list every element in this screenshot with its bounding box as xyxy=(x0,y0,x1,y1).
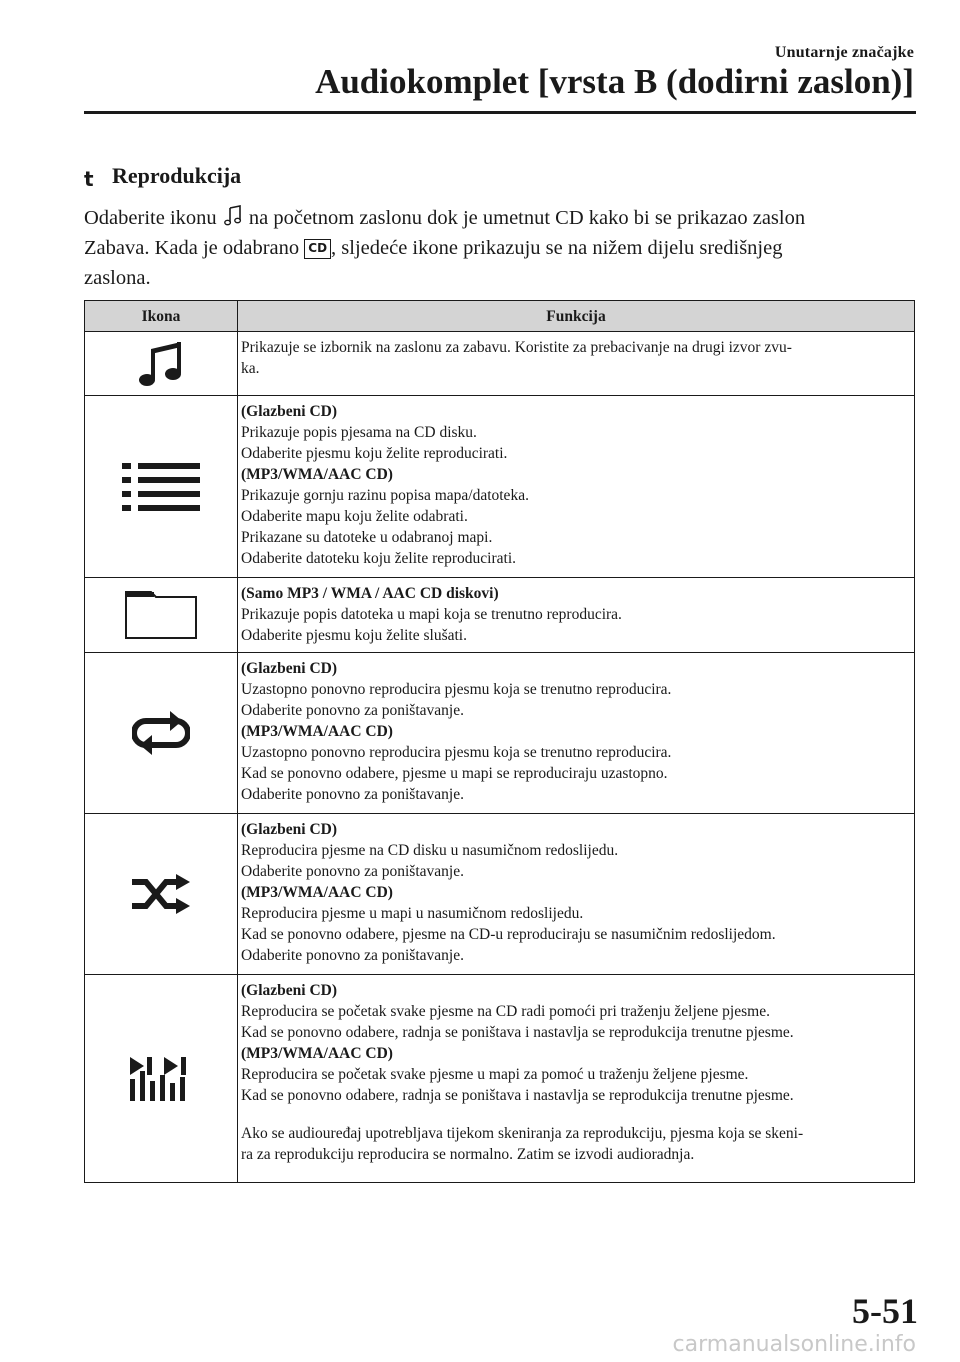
function-text: Odaberite pjesmu koju želite reproducirati. xyxy=(241,445,508,462)
icon-cell xyxy=(85,653,238,814)
function-text: Reproducira se početak svake pjesme na CD radi pomoći pri traženju željene pjesme. xyxy=(241,1003,770,1020)
table-row xyxy=(85,396,915,578)
section-marker: t xyxy=(84,167,94,191)
media-type-heading: (Samo MP3 / WMA / AAC CD diskovi) xyxy=(241,585,499,602)
intro-paragraph xyxy=(84,203,884,293)
media-type-heading: (MP3/WMA/AAC CD) xyxy=(241,884,393,901)
function-text: Uzastopno ponovno reproducira pjesmu koja se trenutno reproducira. xyxy=(241,744,672,761)
section-title: Reprodukcija xyxy=(112,163,242,188)
function-text: Odaberite mapu koju želite odabrati. xyxy=(241,508,468,525)
table-header-row xyxy=(85,301,915,332)
media-type-heading: (MP3/WMA/AAC CD) xyxy=(241,723,393,740)
function-text: Reproducira pjesme na CD disku u nasumičnom redoslijedu. xyxy=(241,842,619,859)
function-cell xyxy=(238,396,915,578)
cd-icon: CD xyxy=(304,239,331,259)
intro-text-1b: na početnom zaslonu dok je umetnut CD kako bi se prikazao zaslon xyxy=(248,207,806,229)
function-text: Prikazuje se izbornik na zaslonu za zabavu. Koristite za prebacivanje na drugi izvor zvu- xyxy=(241,339,792,356)
function-text: Reproducira pjesme u mapi u nasumičnom redoslijedu. xyxy=(241,905,584,922)
table-row xyxy=(85,814,915,975)
function-cell xyxy=(238,578,915,653)
function-cell xyxy=(238,332,915,396)
function-text: Prikazuje gornju razinu popisa mapa/datoteka. xyxy=(241,487,529,504)
function-cell xyxy=(238,653,915,814)
function-text: Uzastopno ponovno reproducira pjesmu koja se trenutno reproducira. xyxy=(241,681,672,698)
function-text: Reproducira se početak svake pjesme u mapi za pomoć u traženju željene pjesme. xyxy=(241,1066,749,1083)
page-number: 5-51 xyxy=(852,1291,918,1331)
media-type-heading: (MP3/WMA/AAC CD) xyxy=(241,466,393,483)
function-text: Kad se ponovno odabere, radnja se poništava i nastavlja se reprodukcija trenutne pjesme. xyxy=(241,1087,794,1104)
header-divider xyxy=(84,111,916,114)
note-text: Ako se audiouređaj upotrebljava tijekom skeniranja za reprodukciju, pjesma koja se skeni- xyxy=(241,1125,804,1142)
watermark: carmanualsonline.info xyxy=(672,1332,916,1357)
table-row xyxy=(85,578,915,653)
icon-cell xyxy=(85,814,238,975)
repeat-icon xyxy=(132,711,190,755)
intro-text-1a: Odaberite ikonu xyxy=(84,207,217,229)
function-text: Kad se ponovno odabere, pjesme na CD-u reproduciraju se nasumičnim redoslijedom. xyxy=(241,926,776,943)
list-icon xyxy=(122,463,200,511)
function-text: Odaberite datoteku koju želite reproducirati. xyxy=(241,550,517,567)
media-type-heading: (MP3/WMA/AAC CD) xyxy=(241,1045,393,1062)
column-header-icon: Ikona xyxy=(85,301,238,332)
function-text: Odaberite pjesmu koju želite slušati. xyxy=(241,627,467,644)
shuffle-icon xyxy=(130,874,192,914)
function-text: Odaberite ponovno za poništavanje. xyxy=(241,947,464,964)
function-text: Odaberite ponovno za poništavanje. xyxy=(241,786,464,803)
media-type-heading: (Glazbeni CD) xyxy=(241,982,338,999)
icon-cell xyxy=(85,975,238,1183)
function-text: Odaberite ponovno za poništavanje. xyxy=(241,702,464,719)
intro-text-2b: , sljedeće ikone prikazuju se na nižem dijelu središnjeg xyxy=(331,237,783,259)
scan-icon xyxy=(130,1057,192,1101)
function-table xyxy=(84,300,915,1183)
function-text: Kad se ponovno odabere, radnja se poništava i nastavlja se reprodukcija trenutne pjesme. xyxy=(241,1024,794,1041)
function-text: Kad se ponovno odabere, pjesme u mapi se reproduciraju uzastopno. xyxy=(241,765,668,782)
icon-cell xyxy=(85,396,238,578)
function-cell xyxy=(238,975,915,1183)
function-text: Prikazane su datoteke u odabranoj mapi. xyxy=(241,529,493,546)
function-text: Prikazuje popis datoteka u mapi koja se trenutno reproducira. xyxy=(241,606,622,623)
icon-cell xyxy=(85,578,238,653)
music-note-icon xyxy=(137,339,185,389)
function-cell xyxy=(238,814,915,975)
table-row xyxy=(85,332,915,396)
media-type-heading: (Glazbeni CD) xyxy=(241,821,338,838)
folder-icon xyxy=(125,591,197,639)
function-text: Odaberite ponovno za poništavanje. xyxy=(241,863,464,880)
intro-text-2a: Zabava. Kada je odabrano xyxy=(84,237,300,259)
note-text: ra za reprodukciju reproducira se normalno. Zatim se izvodi audioradnja. xyxy=(241,1146,695,1163)
column-header-function: Funkcija xyxy=(238,301,915,332)
table-row xyxy=(85,653,915,814)
page-title: Audiokomplet [vrsta B (dodirni zaslon)] xyxy=(315,62,914,101)
function-text: Prikazuje popis pjesama na CD disku. xyxy=(241,424,477,441)
media-type-heading: (Glazbeni CD) xyxy=(241,403,338,420)
chapter-label: Unutarnje značajke xyxy=(774,44,914,61)
function-text: ka. xyxy=(241,360,260,377)
intro-text-3: zaslona. xyxy=(84,267,151,289)
table-row xyxy=(85,975,915,1183)
media-type-heading: (Glazbeni CD) xyxy=(241,660,338,677)
icon-cell xyxy=(85,332,238,396)
music-note-icon xyxy=(224,205,242,227)
